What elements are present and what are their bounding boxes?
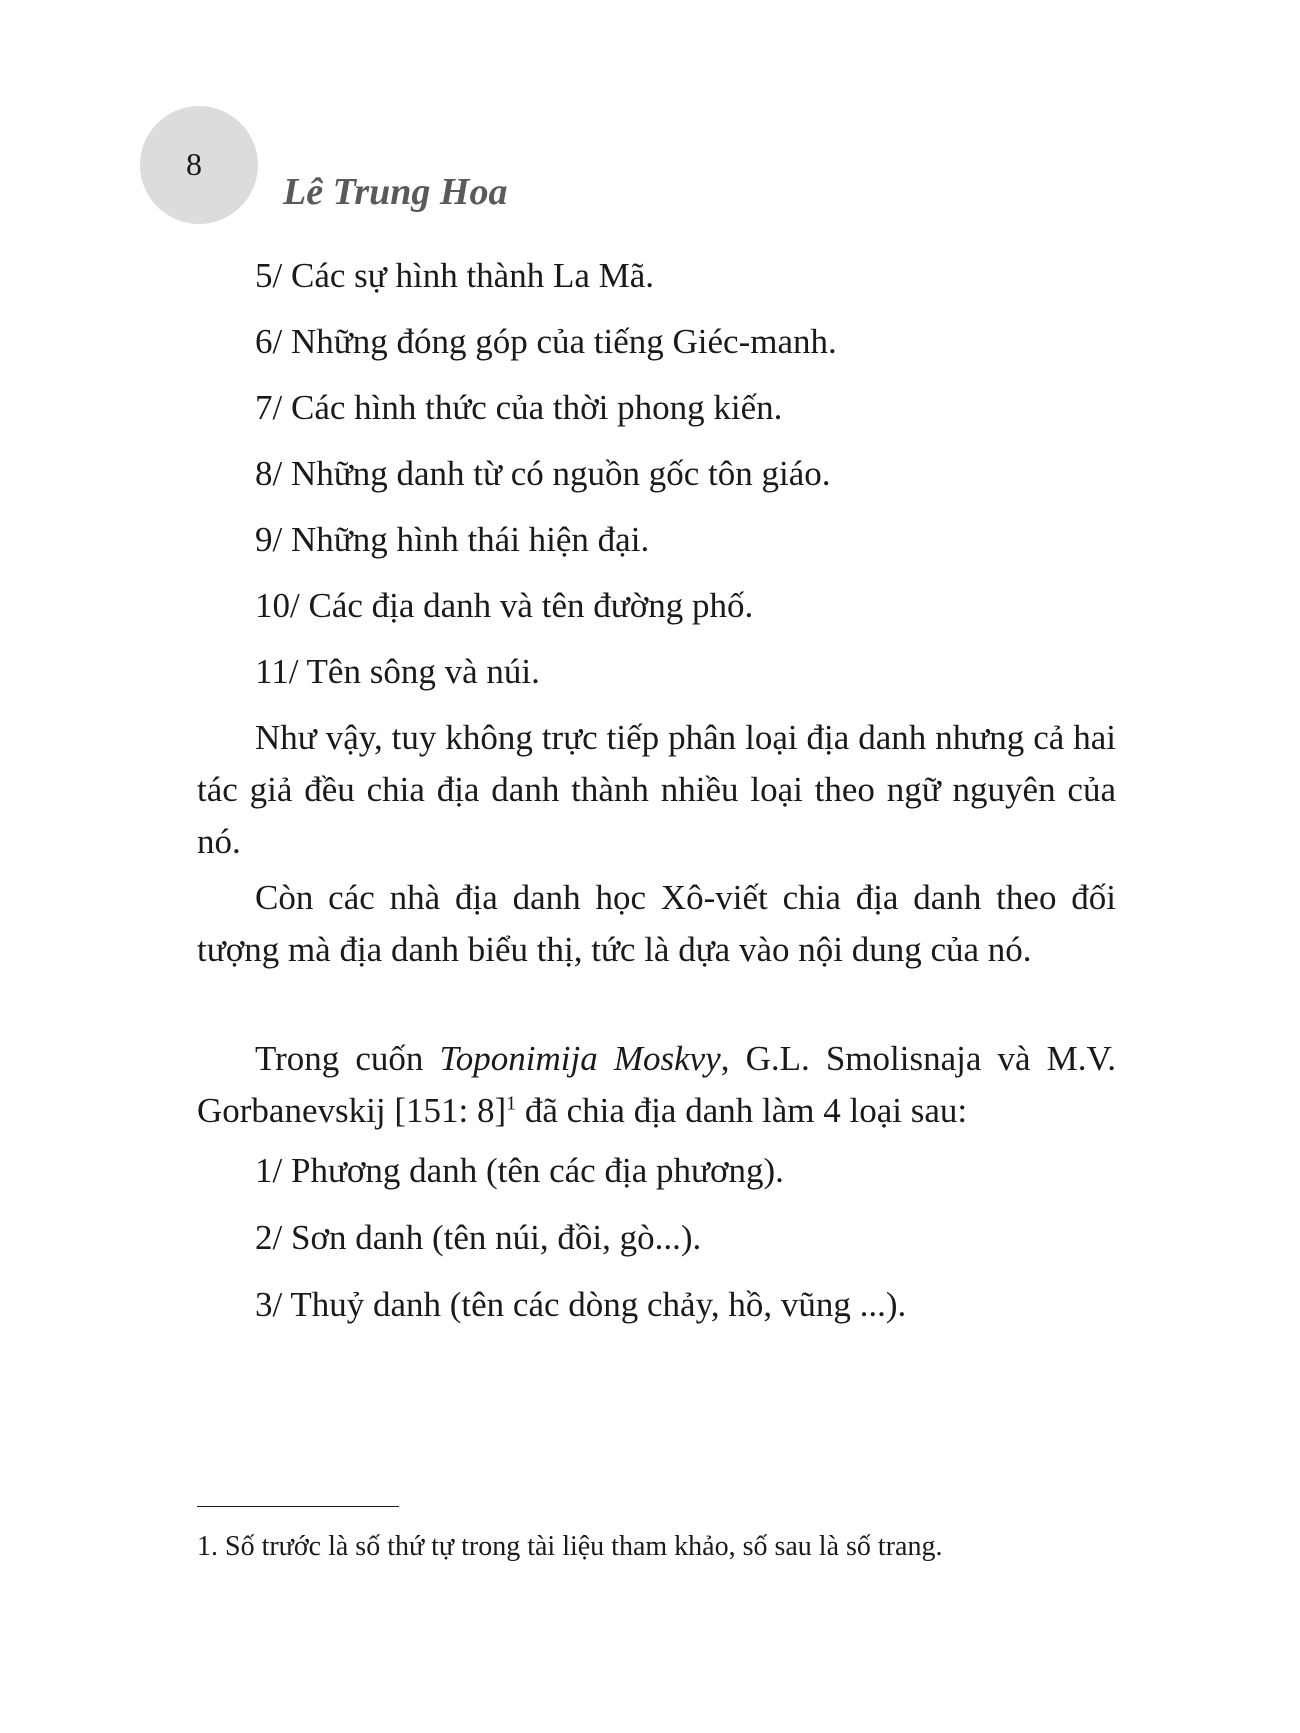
running-head-author: Lê Trung Hoa xyxy=(283,171,508,213)
book-title: Toponimija Moskvy xyxy=(439,1039,721,1078)
list-item: 7/ Các hình thức của thời phong kiến. xyxy=(255,388,783,427)
page-number: 8 xyxy=(186,146,202,182)
list-item: 6/ Những đóng góp của tiếng Giéc-manh. xyxy=(255,322,837,361)
list-item: 1/ Phương danh (tên các địa phương). xyxy=(255,1151,784,1190)
list-item: 3/ Thuỷ danh (tên các dòng chảy, hồ, vũng ...). xyxy=(255,1285,907,1324)
footnote: 1. Số trước là số thứ tự trong tài liệu tham khảo, số sau là số trang. xyxy=(197,1531,943,1562)
list-item: 11/ Tên sông và núi. xyxy=(255,652,540,691)
paragraph: Như vậy, tuy không trực tiếp phân loại địa danh nhưng cả hai tác giả đều chia địa danh thành nhiều loại theo ngữ nguyên của nó. xyxy=(197,718,1116,861)
list-item: 10/ Các địa danh và tên đường phố. xyxy=(255,586,754,625)
paragraph-text: Trong cuốn xyxy=(255,1039,440,1078)
list-item: 5/ Các sự hình thành La Mã. xyxy=(255,256,655,295)
list-item: 9/ Những hình thái hiện đại. xyxy=(255,520,650,559)
list-item: 2/ Sơn danh (tên núi, đồi, gò...). xyxy=(255,1218,702,1257)
footnote-reference: 1 xyxy=(506,1092,517,1115)
paragraph-text: đã chia địa danh làm 4 loại sau: xyxy=(516,1091,968,1130)
list-item: 8/ Những danh từ có nguồn gốc tôn giáo. xyxy=(255,454,831,493)
paragraph-text: , G.L. Smolisnaja và M.V. Gorbanevskij [151: 8] xyxy=(197,1039,1116,1130)
paragraph: Còn các nhà địa danh học Xô-viết chia địa danh theo đối tượng mà địa danh biểu thị, tức là dựa vào nội dung của nó. xyxy=(197,878,1116,969)
footnote-divider xyxy=(197,1506,399,1507)
paragraph xyxy=(197,1033,1116,1137)
